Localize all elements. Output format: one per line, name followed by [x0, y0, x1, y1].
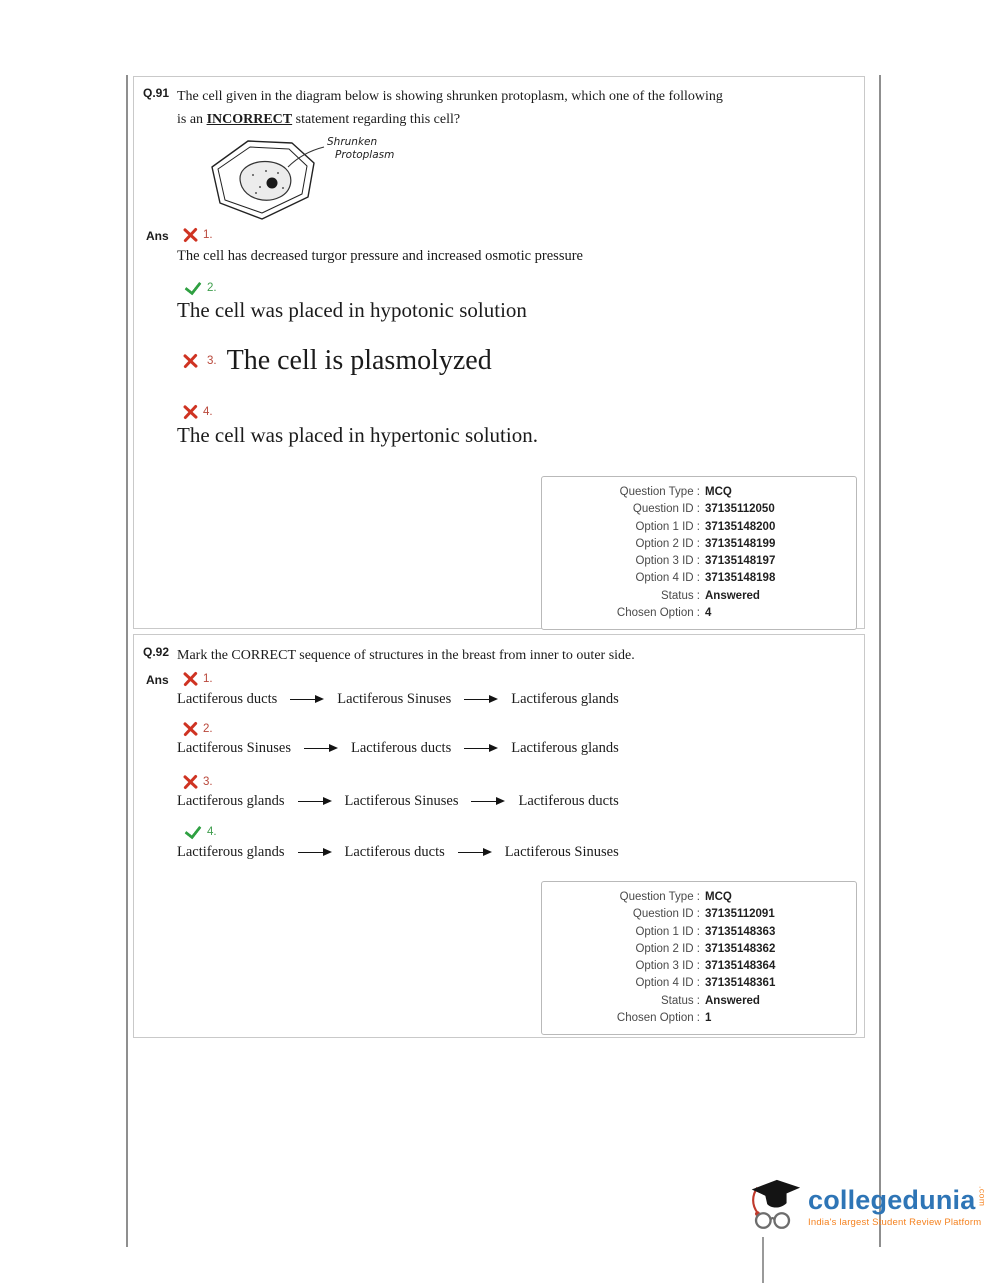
option-text: The cell has decreased turgor pressure and increased osmotic pressure: [177, 248, 583, 264]
page-border-left: [126, 75, 128, 1247]
option-number: 3.: [207, 355, 217, 367]
option-sequence: [177, 691, 619, 708]
meta-value: 37135148197: [705, 555, 776, 568]
meta-row: [542, 975, 844, 992]
meta-row: [542, 519, 844, 536]
incorrect-mark-icon: [182, 353, 197, 369]
sequence-item: Lactiferous ducts: [177, 691, 278, 707]
meta-row: [542, 484, 844, 501]
sequence-item: Lactiferous Sinuses: [344, 793, 459, 809]
collegedunia-logo: [742, 1172, 987, 1238]
option-2-head: [184, 280, 217, 295]
meta-label: Option 1 ID :: [635, 925, 700, 938]
meta-label: Option 4 ID :: [635, 977, 700, 990]
arrow-icon: [471, 796, 505, 807]
meta-value: Answered: [705, 994, 760, 1007]
meta-row: [542, 536, 844, 553]
meta-row: [542, 588, 844, 605]
arrow-icon: [304, 743, 338, 754]
option-text: The cell was placed in hypertonic solution.: [177, 423, 538, 447]
correct-mark-icon: [184, 824, 201, 839]
option-sequence: [177, 793, 619, 810]
meta-value: Answered: [705, 589, 760, 602]
cell-diagram: [196, 133, 411, 227]
incorrect-mark-icon: [182, 671, 197, 687]
incorrect-mark-icon: [182, 721, 197, 737]
question-text-part: statement regarding this cell?: [292, 112, 461, 127]
graduation-cap-icon: [742, 1172, 804, 1238]
meta-value: 37135148362: [705, 942, 776, 955]
meta-value: 4: [705, 607, 712, 620]
meta-value: 37135148200: [705, 520, 776, 533]
sequence-item: Lactiferous glands: [177, 793, 285, 809]
answer-label: Ans: [146, 673, 169, 687]
option-4-head: [182, 404, 213, 420]
meta-value: 37135148198: [705, 572, 776, 585]
option-sequence: [177, 740, 619, 757]
answer-label: Ans: [146, 229, 169, 243]
brand-tld: .com: [977, 1186, 988, 1207]
option-number: 1.: [203, 673, 213, 685]
sequence-item: Lactiferous ducts: [344, 844, 445, 860]
logo-text: [808, 1172, 987, 1228]
page-border-right: [879, 75, 881, 1247]
incorrect-mark-icon: [182, 774, 197, 790]
meta-label: Option 1 ID :: [635, 520, 700, 533]
option-number: 3.: [203, 776, 213, 788]
question-block-91: [133, 76, 865, 629]
meta-value: 37135112050: [705, 503, 775, 516]
meta-value: MCQ: [705, 486, 732, 498]
option-number: 4.: [207, 825, 217, 838]
sequence-item: Lactiferous Sinuses: [504, 844, 619, 860]
question-number: Q.91: [143, 86, 170, 100]
meta-row: [542, 993, 844, 1010]
option-3-head: [182, 774, 213, 790]
option-3-row: [182, 345, 492, 377]
sequence-item: Lactiferous glands: [511, 691, 619, 707]
meta-row: [542, 501, 844, 518]
meta-label: Option 2 ID :: [635, 537, 700, 550]
option-1-head: [182, 227, 213, 243]
meta-value: 37135112091: [705, 908, 775, 921]
sequence-item: Lactiferous Sinuses: [337, 691, 452, 707]
option-number: 1.: [203, 229, 213, 241]
arrow-icon: [458, 847, 492, 858]
arrow-icon: [464, 694, 498, 705]
arrow-icon: [298, 796, 332, 807]
meta-label: Chosen Option :: [616, 1012, 700, 1025]
meta-label: Status :: [661, 994, 700, 1007]
question-text-underlined: INCORRECT: [206, 112, 293, 127]
question-number: Q.92: [143, 645, 170, 659]
label-pointer-line: [288, 147, 324, 167]
brand-name: collegedunia: [808, 1185, 976, 1215]
incorrect-mark-icon: [182, 404, 197, 420]
meta-label: Status :: [661, 589, 700, 602]
arrow-icon: [298, 847, 332, 858]
meta-value: MCQ: [705, 891, 732, 903]
sequence-item: Lactiferous ducts: [518, 793, 619, 809]
meta-label: Chosen Option :: [616, 607, 700, 620]
meta-label: Question ID :: [632, 908, 700, 921]
meta-label: Option 3 ID :: [635, 960, 700, 973]
question-meta-box: [541, 476, 857, 630]
meta-row: [542, 570, 844, 587]
meta-label: Option 2 ID :: [635, 942, 700, 955]
page-fold-line: [762, 1237, 764, 1283]
meta-row: [542, 605, 844, 622]
arrow-icon: [464, 743, 498, 754]
option-sequence: [177, 844, 619, 861]
shrunken-protoplasm-blob: [240, 162, 291, 201]
meta-label: Question Type :: [619, 486, 700, 498]
sequence-item: Lactiferous glands: [177, 844, 285, 860]
question-text: Mark the CORRECT sequence of structures in the breast from inner to outer side.: [177, 648, 635, 663]
option-1-head: [182, 671, 213, 687]
meta-label: Option 4 ID :: [635, 572, 700, 585]
sequence-item: Lactiferous glands: [511, 740, 619, 756]
meta-value: 37135148361: [705, 977, 776, 990]
meta-row: [542, 941, 844, 958]
meta-row: [542, 958, 844, 975]
option-4-head: [184, 824, 217, 839]
meta-row: [542, 889, 844, 906]
question-block-92: [133, 634, 865, 1038]
question-meta-box: [541, 881, 857, 1035]
arrow-icon: [290, 694, 324, 705]
question-text: [177, 85, 725, 131]
meta-label: Question ID :: [632, 503, 700, 516]
nucleus: [267, 178, 278, 189]
meta-row: [542, 906, 844, 923]
diagram-label-line1: Shrunken: [327, 136, 378, 148]
correct-mark-icon: [184, 280, 201, 295]
meta-row: [542, 553, 844, 570]
diagram-label-line2: Protoplasm: [335, 149, 395, 161]
option-2-head: [182, 721, 213, 737]
option-number: 4.: [203, 406, 213, 418]
option-text: The cell is plasmolyzed: [226, 345, 492, 376]
meta-row: [542, 1010, 844, 1027]
brand-tagline: India's largest Student Review Platform: [808, 1217, 982, 1228]
meta-row: [542, 924, 844, 941]
meta-label: Option 3 ID :: [635, 555, 700, 568]
question-text-part: The cell given in the diagram below is showing shrunken protoplasm, which one of the following is an: [177, 89, 723, 127]
option-number: 2.: [207, 281, 217, 294]
meta-value: 1: [705, 1012, 712, 1025]
meta-value: 37135148364: [705, 960, 776, 973]
meta-value: 37135148363: [705, 925, 776, 938]
meta-value: 37135148199: [705, 537, 776, 550]
incorrect-mark-icon: [182, 227, 197, 243]
meta-label: Question Type :: [619, 891, 700, 903]
option-number: 2.: [203, 723, 213, 735]
sequence-item: Lactiferous Sinuses: [177, 740, 291, 756]
sequence-item: Lactiferous ducts: [350, 740, 452, 756]
option-text: The cell was placed in hypotonic solution: [177, 298, 527, 322]
